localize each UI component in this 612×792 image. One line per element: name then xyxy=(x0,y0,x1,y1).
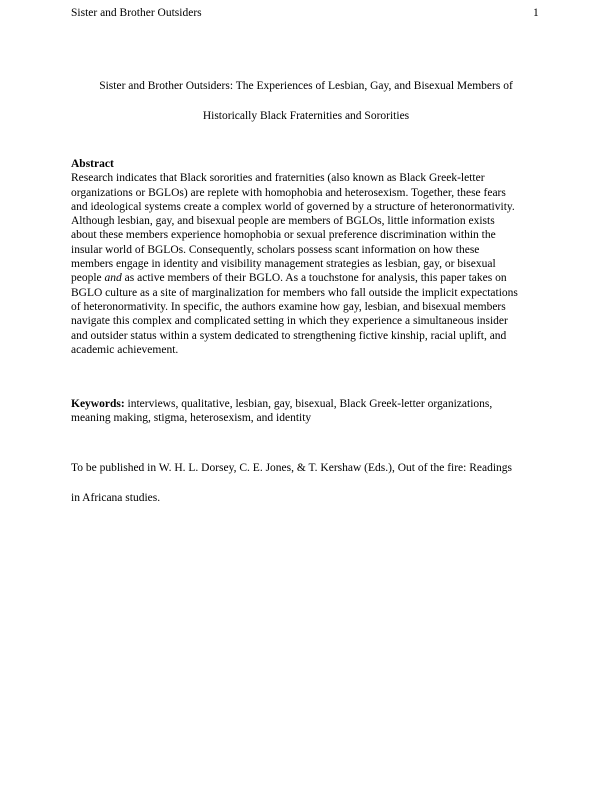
abstract-line: of heteronormativity. In specific, the authors examine how gay, lesbian, and bisexual members xyxy=(71,300,506,313)
title-line: Historically Black Fraternities and Sororities xyxy=(202,110,410,122)
abstract-line: navigate this complex and complicated setting in which they experience a simultaneous insider xyxy=(71,315,508,328)
abstract-line: and ideological systems create a complex world of governed by a structure of heteronormativity. xyxy=(71,200,515,213)
abstract-text: as active members of their BGLO. As a touchstone for analysis, this paper takes on xyxy=(121,272,507,285)
paper-title xyxy=(71,71,541,131)
publication-note xyxy=(71,453,541,513)
keywords-line: meaning making, stigma, heterosexism, and identity xyxy=(71,412,312,425)
running-head: Sister and Brother Outsiders xyxy=(71,7,202,19)
publication-line: in Africana studies. xyxy=(71,492,161,504)
abstract-line: insular world of BGLOs. Consequently, scholars possess scant information on how these xyxy=(71,243,480,256)
abstract-text: people xyxy=(71,272,105,285)
abstract-line: about these members experience homophobia or sexual preference discrimination within the xyxy=(71,229,496,242)
page-number: 1 xyxy=(533,7,539,19)
abstract-line: organizations or BGLOs) are replete with homophobia and heterosexism. Together, these fears xyxy=(71,186,506,199)
abstract-line: and outsider status within a system dedicated to strengthening fictive kinship, racial uplift, and xyxy=(71,329,507,342)
abstract-line: members engage in identity and visibility management strategies as lesbian, gay, or bisexual xyxy=(71,258,496,271)
abstract-line xyxy=(71,271,541,285)
keywords-line xyxy=(71,397,541,411)
keywords-text: interviews, qualitative, lesbian, gay, bisexual, Black Greek-letter organizations, xyxy=(124,398,493,410)
abstract-line: BGLO culture as a site of marginalization for members who fall outside the implicit expectations xyxy=(71,286,518,299)
keywords xyxy=(71,397,541,426)
abstract-line: Although lesbian, gay, and bisexual people are members of BGLOs, little information exists xyxy=(71,215,495,228)
abstract xyxy=(71,157,541,357)
emphasized-word: and xyxy=(104,272,122,285)
abstract-line: academic achievement. xyxy=(71,343,179,356)
abstract-line: Research indicates that Black sororities and fraternities (also known as Black Greek-letter xyxy=(71,172,485,185)
title-line: Sister and Brother Outsiders: The Experiences of Lesbian, Gay, and Bisexual Members of xyxy=(99,80,513,92)
publication-line: To be published in W. H. L. Dorsey, C. E. Jones, & T. Kershaw (Eds.), Out of the fire: Readings xyxy=(71,462,513,474)
abstract-heading: Abstract xyxy=(71,158,114,170)
keywords-label: Keywords: xyxy=(71,398,125,410)
